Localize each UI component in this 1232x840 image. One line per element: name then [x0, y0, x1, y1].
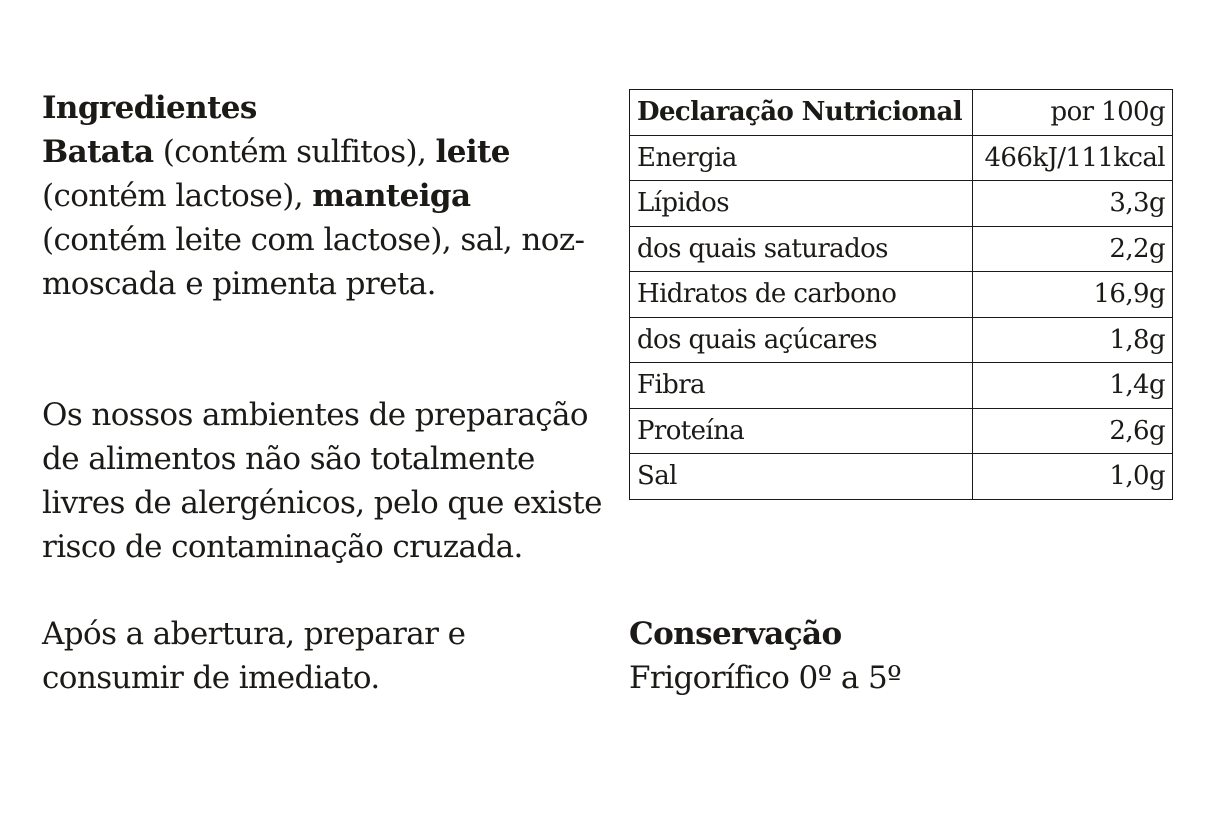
nutrient-value: 1,8g: [973, 317, 1173, 363]
nutrition-title: Declaração Nutricional: [630, 90, 973, 136]
ingredient-note: (contém leite com lactose), sal, noz-moscada e pimenta preta.: [42, 222, 585, 302]
nutrition-header-row: [630, 90, 1173, 136]
nutrition-row: [630, 408, 1173, 454]
ingredients-section: [42, 86, 602, 306]
nutrient-value: 466kJ/111kcal: [973, 135, 1173, 181]
nutrition-row: [630, 363, 1173, 409]
ingredients-list: [42, 130, 602, 306]
nutrient-label: Fibra: [630, 363, 973, 409]
nutrition-row: [630, 181, 1173, 227]
nutrition-row: [630, 317, 1173, 363]
nutrient-value: 1,0g: [973, 454, 1173, 500]
nutrient-value: 16,9g: [973, 272, 1173, 318]
ingredient-name: Batata: [42, 134, 154, 170]
ingredients-heading: Ingredientes: [42, 90, 257, 126]
nutrient-value: 3,3g: [973, 181, 1173, 227]
nutrition-row: [630, 454, 1173, 500]
nutrient-label: Energia: [630, 135, 973, 181]
allergen-notice: Os nossos ambientes de preparação de alimentos não são totalmente livres de alergénicos, pelo que existe risco de contaminação cruzada.: [42, 397, 602, 565]
ingredient-note: (contém lactose),: [42, 178, 313, 214]
nutrition-row: [630, 135, 1173, 181]
storage-section: [629, 612, 1189, 700]
nutrient-label: Proteína: [630, 408, 973, 454]
opening-instructions: Após a abertura, preparar e consumir de imediato.: [42, 616, 466, 696]
ingredient-name: leite: [435, 134, 510, 170]
nutrient-label: Hidratos de carbono: [630, 272, 973, 318]
nutrition-row: [630, 272, 1173, 318]
storage-text: Frigorífico 0º a 5º: [629, 660, 902, 696]
ingredient-name: manteiga: [312, 178, 471, 214]
nutrient-label: dos quais açúcares: [630, 317, 973, 363]
nutrition-per-unit: por 100g: [973, 90, 1173, 136]
nutrient-value: 2,2g: [973, 226, 1173, 272]
nutrient-label: Lípidos: [630, 181, 973, 227]
nutrient-label: Sal: [630, 454, 973, 500]
nutrient-label: dos quais saturados: [630, 226, 973, 272]
nutrient-value: 2,6g: [973, 408, 1173, 454]
nutrition-table: [629, 89, 1173, 500]
nutrition-row: [630, 226, 1173, 272]
nutrient-value: 1,4g: [973, 363, 1173, 409]
ingredient-note: (contém sulfitos),: [153, 134, 436, 170]
storage-heading: Conservação: [629, 616, 842, 652]
